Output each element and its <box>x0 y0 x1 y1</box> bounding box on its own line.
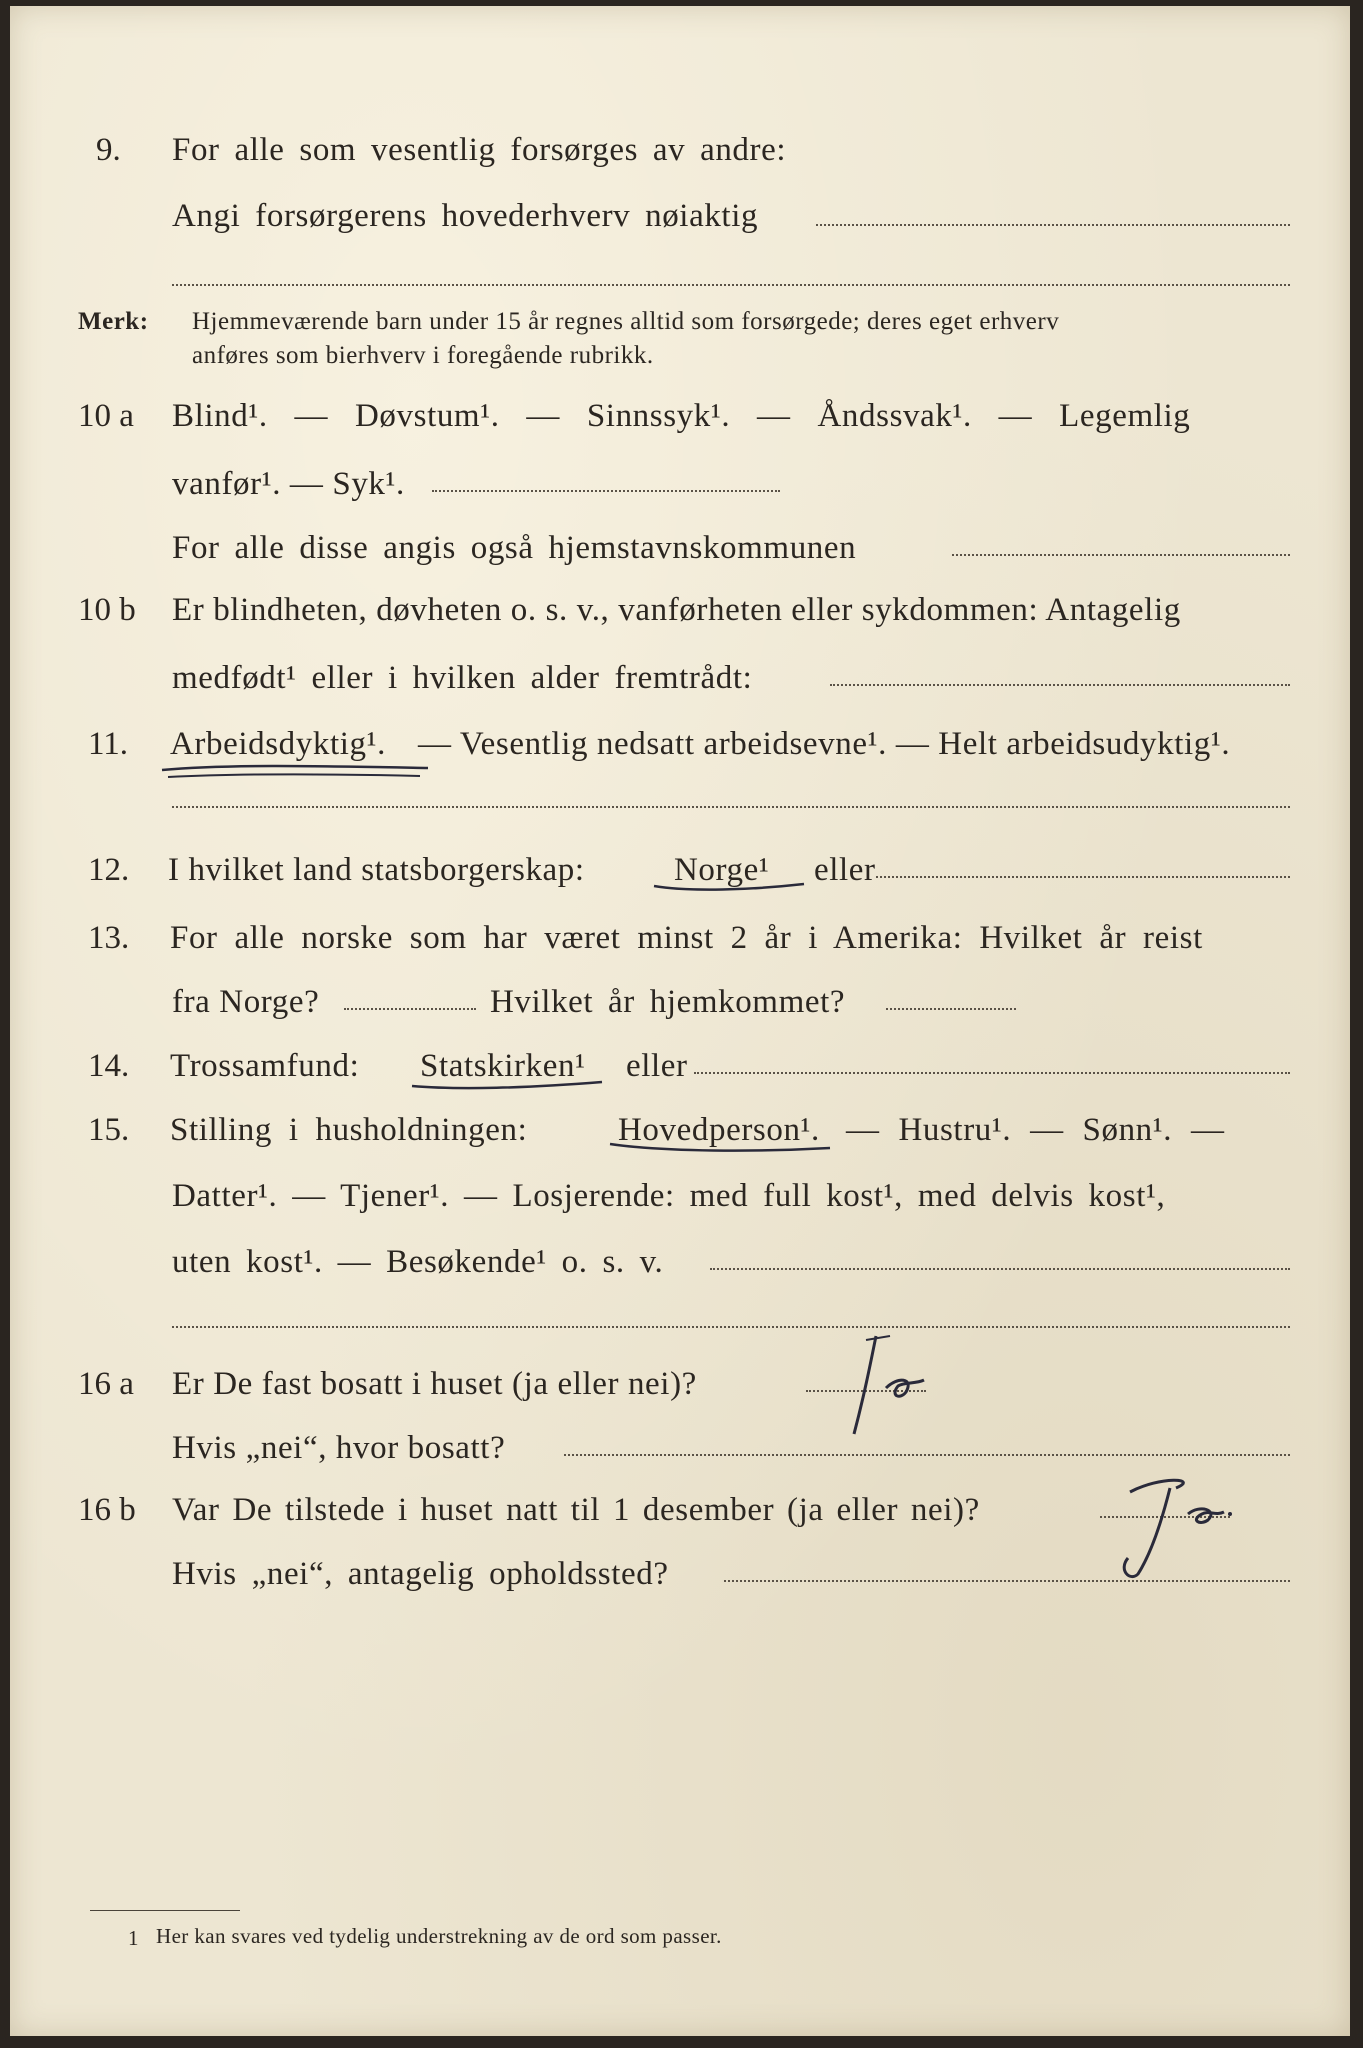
q16b-line1: Var De tilstede i huset natt til 1 desember (ja eller nei)? <box>172 1492 980 1528</box>
merk-line2: anføres som bierhverv i foregående rubrikk. <box>192 342 654 369</box>
q13-year-left-line <box>344 1008 476 1010</box>
q10a-answer-line-2 <box>952 554 1290 556</box>
merk-line1: Hjemmeværende barn under 15 år regnes alltid som forsørgede; deres eget erhverv <box>192 308 1060 335</box>
q10a-line1: Blind¹. — Døvstum¹. — Sinnssyk¹. — Åndssvak¹. — Legemlig <box>172 398 1191 434</box>
footnote-rule <box>90 1910 240 1911</box>
q16b-answer-handwritten <box>1100 1470 1240 1590</box>
q15-underline-handwritten <box>606 1138 836 1160</box>
merk-label: Merk: <box>78 308 149 335</box>
q15-line1a: Stilling i husholdningen: <box>170 1112 528 1148</box>
q13-line1: For alle norske som har været minst 2 år i Amerika: Hvilket år reist <box>170 920 1203 956</box>
q12-number: 12. <box>88 852 130 888</box>
q12-underline-handwritten <box>650 878 810 898</box>
q9-answer-line <box>816 224 1290 226</box>
q15-answer-line-2 <box>172 1326 1290 1328</box>
q9-line1: For alle som vesentlig forsørges av andre: <box>172 132 787 168</box>
q10b-line2: medfødt¹ eller i hvilken alder fremtrådt: <box>172 660 753 696</box>
q14-option-statskirken: Statskirken¹ <box>420 1048 586 1084</box>
footnote-text: Her kan svares ved tydelig understrekning av de ord som passer. <box>156 1924 722 1948</box>
q14-answer-line <box>694 1072 1290 1074</box>
q12-tail: eller <box>814 852 876 888</box>
q14-number: 14. <box>88 1048 130 1084</box>
q14-text: Trossamfund: <box>170 1048 360 1084</box>
q10a-line2: vanfør¹. — Syk¹. <box>172 466 405 502</box>
q16a-answer-handwritten <box>820 1326 940 1446</box>
q11-number: 11. <box>88 726 129 762</box>
q16b-number: 16 b <box>78 1492 136 1528</box>
q13-line2b: Hvilket år hjemkommet? <box>490 984 846 1020</box>
q10b-number: 10 b <box>78 592 136 628</box>
q9-number: 9. <box>96 132 121 168</box>
q16b-answer-line-2 <box>724 1580 1290 1582</box>
q16a-answer-line-2 <box>564 1454 1290 1456</box>
q15-number: 15. <box>88 1112 130 1148</box>
q11-answer-line <box>172 806 1290 808</box>
q11-option-arbeidsdyktig: Arbeidsdyktig¹. <box>170 726 386 762</box>
q10b-answer-line <box>830 684 1290 686</box>
q13-year-returned-line <box>886 1008 1016 1010</box>
q16a-line2: Hvis „nei“, hvor bosatt? <box>172 1430 506 1466</box>
q12-option-norge: Norge¹ <box>674 852 770 888</box>
q12-text: I hvilket land statsborgerskap: <box>168 852 585 888</box>
q11-rest: — Vesentlig nedsatt arbeidsevne¹. — Helt arbeidsudyktig¹. <box>418 726 1231 762</box>
footnote-mark: 1 <box>128 1926 139 1950</box>
q11-underline-handwritten <box>158 760 438 784</box>
q9-answer-line-2 <box>172 284 1290 286</box>
q16a-line1: Er De fast bosatt i huset (ja eller nei)? <box>172 1366 697 1402</box>
q10a-line3: For alle disse angis også hjemstavnskommunen <box>172 530 857 566</box>
q15-answer-line <box>710 1268 1290 1270</box>
q15-option-hovedperson: Hovedperson¹. <box>618 1112 820 1148</box>
q10b-line1: Er blindheten, døvheten o. s. v., vanførheten eller sykdommen: Antagelig <box>172 592 1181 628</box>
q10a-answer-line <box>432 490 780 492</box>
q16a-number: 16 a <box>78 1366 134 1402</box>
q14-underline-handwritten <box>408 1074 608 1096</box>
q9-line2: Angi forsørgerens hovederhverv nøiaktig <box>172 198 759 234</box>
q14-tail: eller <box>626 1048 688 1084</box>
census-form-page <box>10 6 1350 2036</box>
q12-answer-line <box>876 876 1290 878</box>
q15-line3: uten kost¹. — Besøkende¹ o. s. v. <box>172 1244 664 1280</box>
q13-line2a: fra Norge? <box>172 984 320 1020</box>
q10a-number: 10 a <box>78 398 134 434</box>
q15-line1c: — Hustru¹. — Sønn¹. — <box>846 1112 1225 1148</box>
q16b-line2: Hvis „nei“, antagelig opholdssted? <box>172 1556 669 1592</box>
q15-line2: Datter¹. — Tjener¹. — Losjerende: med full kost¹, med delvis kost¹, <box>172 1178 1166 1214</box>
q13-number: 13. <box>88 920 130 956</box>
